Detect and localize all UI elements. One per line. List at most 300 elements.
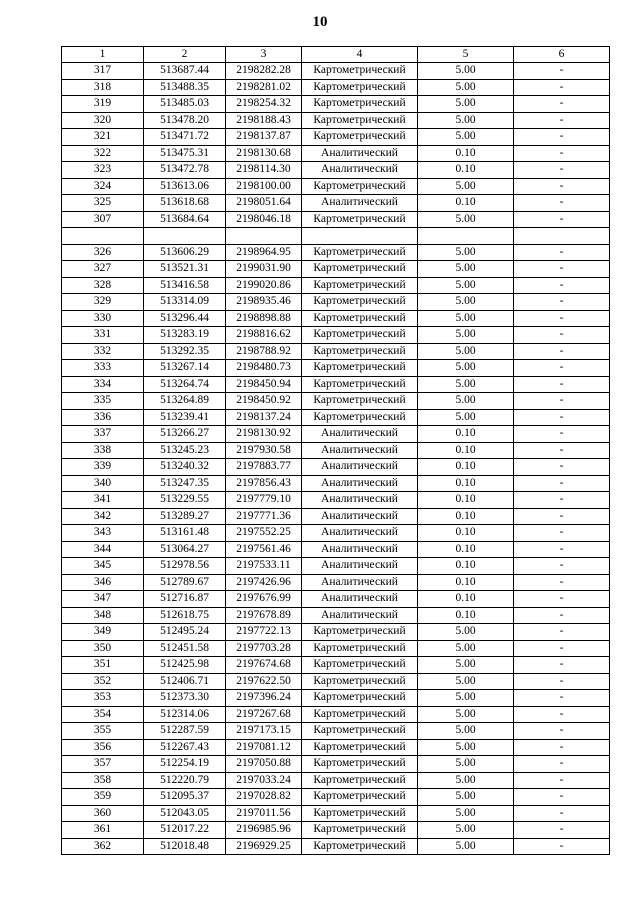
method-cell: Аналитический [302,574,418,591]
column-header: 5 [418,47,514,63]
point-number-cell: 339 [62,459,144,476]
point-number-cell: 360 [62,805,144,822]
x-coordinate-cell: 513687.44 [144,63,226,80]
table-row [62,195,610,212]
table-row [62,772,610,789]
y-coordinate-cell: 2197033.24 [226,772,302,789]
table-row [62,640,610,657]
table-header-row [62,47,610,63]
column-header: 6 [514,47,610,63]
y-coordinate-cell: 2197883.77 [226,459,302,476]
table-row [62,277,610,294]
note-cell: - [514,525,610,542]
y-coordinate-cell: 2198100.00 [226,178,302,195]
point-number-cell: 340 [62,475,144,492]
y-coordinate-cell [226,228,302,245]
point-number-cell: 353 [62,690,144,707]
x-coordinate-cell: 513684.64 [144,211,226,228]
method-cell: Картометрический [302,706,418,723]
y-coordinate-cell: 2198964.95 [226,244,302,261]
method-cell: Картометрический [302,756,418,773]
accuracy-cell: 5.00 [418,112,514,129]
x-coordinate-cell: 513264.89 [144,393,226,410]
method-cell: Аналитический [302,492,418,509]
x-coordinate-cell: 513245.23 [144,442,226,459]
method-cell: Картометрический [302,673,418,690]
point-number-cell: 326 [62,244,144,261]
y-coordinate-cell: 2197552.25 [226,525,302,542]
accuracy-cell: 5.00 [418,409,514,426]
x-coordinate-cell: 513267.14 [144,360,226,377]
note-cell: - [514,426,610,443]
x-coordinate-cell: 513618.68 [144,195,226,212]
point-number-cell: 354 [62,706,144,723]
note-cell: - [514,756,610,773]
x-coordinate-cell: 513292.35 [144,343,226,360]
note-cell [514,228,610,245]
note-cell: - [514,508,610,525]
accuracy-cell: 0.10 [418,442,514,459]
x-coordinate-cell: 512978.56 [144,558,226,575]
method-cell: Картометрический [302,261,418,278]
note-cell: - [514,822,610,839]
y-coordinate-cell: 2198188.43 [226,112,302,129]
point-number-cell: 331 [62,327,144,344]
accuracy-cell: 0.10 [418,541,514,558]
accuracy-cell: 5.00 [418,657,514,674]
y-coordinate-cell: 2198137.24 [226,409,302,426]
point-number-cell: 349 [62,624,144,641]
point-number-cell: 325 [62,195,144,212]
method-cell: Картометрический [302,178,418,195]
y-coordinate-cell: 2197396.24 [226,690,302,707]
table-row [62,145,610,162]
accuracy-cell: 5.00 [418,376,514,393]
table-row [62,376,610,393]
point-number-cell: 350 [62,640,144,657]
note-cell: - [514,459,610,476]
point-number-cell: 346 [62,574,144,591]
note-cell: - [514,327,610,344]
point-number-cell: 355 [62,723,144,740]
y-coordinate-cell: 2196985.96 [226,822,302,839]
accuracy-cell: 0.10 [418,475,514,492]
y-coordinate-cell: 2197771.36 [226,508,302,525]
accuracy-cell: 5.00 [418,706,514,723]
table-row [62,574,610,591]
method-cell: Картометрический [302,327,418,344]
table-row [62,706,610,723]
accuracy-cell: 5.00 [418,79,514,96]
accuracy-cell: 5.00 [418,261,514,278]
y-coordinate-cell: 2197081.12 [226,739,302,756]
x-coordinate-cell: 513266.27 [144,426,226,443]
point-number-cell: 333 [62,360,144,377]
note-cell: - [514,145,610,162]
accuracy-cell: 5.00 [418,244,514,261]
y-coordinate-cell: 2196929.25 [226,838,302,855]
method-cell: Аналитический [302,607,418,624]
y-coordinate-cell: 2197676.99 [226,591,302,608]
table-row [62,162,610,179]
x-coordinate-cell: 512254.19 [144,756,226,773]
accuracy-cell: 0.10 [418,426,514,443]
y-coordinate-cell: 2198051.64 [226,195,302,212]
x-coordinate-cell: 513485.03 [144,96,226,113]
point-number-cell: 342 [62,508,144,525]
y-coordinate-cell: 2198935.46 [226,294,302,311]
accuracy-cell: 5.00 [418,63,514,80]
method-cell: Картометрический [302,211,418,228]
note-cell: - [514,739,610,756]
y-coordinate-cell: 2198898.88 [226,310,302,327]
coordinates-table [61,46,610,855]
point-number-cell: 328 [62,277,144,294]
method-cell: Аналитический [302,541,418,558]
page-number: 10 [312,14,328,30]
note-cell: - [514,294,610,311]
accuracy-cell: 5.00 [418,822,514,839]
y-coordinate-cell: 2197561.46 [226,541,302,558]
y-coordinate-cell: 2197426.96 [226,574,302,591]
point-number-cell: 334 [62,376,144,393]
method-cell: Картометрический [302,79,418,96]
x-coordinate-cell: 512095.37 [144,789,226,806]
x-coordinate-cell: 513240.32 [144,459,226,476]
x-coordinate-cell: 512495.24 [144,624,226,641]
column-header: 1 [62,47,144,63]
method-cell: Картометрический [302,96,418,113]
point-number-cell: 352 [62,673,144,690]
note-cell: - [514,640,610,657]
note-cell: - [514,310,610,327]
method-cell: Аналитический [302,195,418,212]
point-number-cell: 351 [62,657,144,674]
table-row [62,228,610,245]
accuracy-cell: 0.10 [418,607,514,624]
note-cell: - [514,558,610,575]
x-coordinate-cell: 513478.20 [144,112,226,129]
accuracy-cell: 5.00 [418,772,514,789]
note-cell: - [514,244,610,261]
accuracy-cell: 5.00 [418,129,514,146]
point-number-cell: 345 [62,558,144,575]
note-cell: - [514,261,610,278]
y-coordinate-cell: 2198282.28 [226,63,302,80]
y-coordinate-cell: 2198480.73 [226,360,302,377]
table-row [62,426,610,443]
point-number-cell: 358 [62,772,144,789]
note-cell: - [514,277,610,294]
method-cell: Картометрический [302,129,418,146]
y-coordinate-cell: 2198450.94 [226,376,302,393]
method-cell: Аналитический [302,162,418,179]
y-coordinate-cell: 2199031.90 [226,261,302,278]
x-coordinate-cell: 512373.30 [144,690,226,707]
x-coordinate-cell: 513314.09 [144,294,226,311]
point-number-cell: 343 [62,525,144,542]
table-row [62,739,610,756]
point-number-cell: 361 [62,822,144,839]
method-cell: Аналитический [302,442,418,459]
accuracy-cell: 5.00 [418,640,514,657]
method-cell: Картометрический [302,739,418,756]
y-coordinate-cell: 2197173.15 [226,723,302,740]
y-coordinate-cell: 2198281.02 [226,79,302,96]
accuracy-cell: 5.00 [418,343,514,360]
method-cell: Картометрический [302,789,418,806]
method-cell: Картометрический [302,690,418,707]
y-coordinate-cell: 2197678.89 [226,607,302,624]
method-cell: Аналитический [302,558,418,575]
point-number-cell: 335 [62,393,144,410]
x-coordinate-cell: 512314.06 [144,706,226,723]
note-cell: - [514,673,610,690]
x-coordinate-cell: 512618.75 [144,607,226,624]
y-coordinate-cell: 2198816.62 [226,327,302,344]
x-coordinate-cell: 513264.74 [144,376,226,393]
x-coordinate-cell: 513613.06 [144,178,226,195]
accuracy-cell: 5.00 [418,310,514,327]
table-row [62,822,610,839]
accuracy-cell: 0.10 [418,195,514,212]
y-coordinate-cell: 2197028.82 [226,789,302,806]
x-coordinate-cell: 513161.48 [144,525,226,542]
method-cell: Картометрический [302,294,418,311]
point-number-cell: 319 [62,96,144,113]
method-cell: Картометрический [302,772,418,789]
table-row [62,442,610,459]
y-coordinate-cell: 2197622.50 [226,673,302,690]
note-cell: - [514,706,610,723]
accuracy-cell: 5.00 [418,789,514,806]
table-row [62,805,610,822]
point-number-cell: 322 [62,145,144,162]
x-coordinate-cell: 513416.58 [144,277,226,294]
table-row [62,211,610,228]
table-row [62,360,610,377]
x-coordinate-cell: 513283.19 [144,327,226,344]
note-cell: - [514,63,610,80]
table-row [62,79,610,96]
method-cell [302,228,418,245]
note-cell: - [514,591,610,608]
method-cell: Аналитический [302,525,418,542]
accuracy-cell: 0.10 [418,162,514,179]
x-coordinate-cell: 512406.71 [144,673,226,690]
y-coordinate-cell: 2198254.32 [226,96,302,113]
table-row [62,607,610,624]
accuracy-cell: 0.10 [418,525,514,542]
x-coordinate-cell: 512287.59 [144,723,226,740]
table-row [62,624,610,641]
method-cell: Картометрический [302,112,418,129]
point-number-cell: 317 [62,63,144,80]
method-cell: Аналитический [302,475,418,492]
method-cell: Картометрический [302,63,418,80]
table-row [62,475,610,492]
point-number-cell: 348 [62,607,144,624]
accuracy-cell: 5.00 [418,756,514,773]
x-coordinate-cell: 513471.72 [144,129,226,146]
note-cell: - [514,195,610,212]
column-header: 4 [302,47,418,63]
point-number-cell: 357 [62,756,144,773]
y-coordinate-cell: 2198788.92 [226,343,302,360]
point-number-cell: 330 [62,310,144,327]
method-cell: Картометрический [302,310,418,327]
y-coordinate-cell: 2197533.11 [226,558,302,575]
x-coordinate-cell [144,228,226,245]
table-row [62,838,610,855]
accuracy-cell: 5.00 [418,360,514,377]
note-cell: - [514,409,610,426]
method-cell: Картометрический [302,376,418,393]
accuracy-cell: 5.00 [418,805,514,822]
y-coordinate-cell: 2198137.87 [226,129,302,146]
point-number-cell: 336 [62,409,144,426]
table-row [62,63,610,80]
note-cell: - [514,624,610,641]
method-cell: Картометрический [302,343,418,360]
y-coordinate-cell: 2197050.88 [226,756,302,773]
y-coordinate-cell: 2197856.43 [226,475,302,492]
method-cell: Картометрический [302,409,418,426]
note-cell: - [514,723,610,740]
method-cell: Картометрический [302,624,418,641]
method-cell: Аналитический [302,459,418,476]
point-number-cell: 362 [62,838,144,855]
accuracy-cell: 5.00 [418,723,514,740]
accuracy-cell: 5.00 [418,96,514,113]
method-cell: Картометрический [302,277,418,294]
x-coordinate-cell: 512018.48 [144,838,226,855]
note-cell: - [514,690,610,707]
point-number-cell: 323 [62,162,144,179]
point-number-cell: 344 [62,541,144,558]
x-coordinate-cell: 512789.67 [144,574,226,591]
note-cell: - [514,574,610,591]
method-cell: Картометрический [302,360,418,377]
method-cell: Аналитический [302,426,418,443]
note-cell: - [514,96,610,113]
note-cell: - [514,541,610,558]
note-cell: - [514,178,610,195]
accuracy-cell: 0.10 [418,145,514,162]
note-cell: - [514,112,610,129]
table-row [62,508,610,525]
note-cell: - [514,343,610,360]
method-cell: Аналитический [302,591,418,608]
note-cell: - [514,162,610,179]
point-number-cell: 329 [62,294,144,311]
accuracy-cell: 5.00 [418,294,514,311]
accuracy-cell: 5.00 [418,327,514,344]
method-cell: Аналитический [302,508,418,525]
accuracy-cell: 5.00 [418,178,514,195]
method-cell: Картометрический [302,723,418,740]
method-cell: Картометрический [302,822,418,839]
note-cell: - [514,492,610,509]
y-coordinate-cell: 2197011.56 [226,805,302,822]
table-row [62,789,610,806]
note-cell: - [514,838,610,855]
accuracy-cell: 5.00 [418,838,514,855]
x-coordinate-cell: 512267.43 [144,739,226,756]
table-row [62,129,610,146]
y-coordinate-cell: 2198450.92 [226,393,302,410]
table-row [62,459,610,476]
x-coordinate-cell: 513064.27 [144,541,226,558]
table-body [62,63,610,855]
x-coordinate-cell: 513289.27 [144,508,226,525]
y-coordinate-cell: 2197703.28 [226,640,302,657]
accuracy-cell: 5.00 [418,690,514,707]
table-row [62,294,610,311]
point-number-cell: 327 [62,261,144,278]
table-row [62,244,610,261]
note-cell: - [514,657,610,674]
accuracy-cell: 0.10 [418,508,514,525]
x-coordinate-cell: 513488.35 [144,79,226,96]
table-row [62,673,610,690]
y-coordinate-cell: 2198130.68 [226,145,302,162]
point-number-cell: 318 [62,79,144,96]
point-number-cell [62,228,144,245]
accuracy-cell: 5.00 [418,624,514,641]
table-row [62,492,610,509]
accuracy-cell: 5.00 [418,211,514,228]
y-coordinate-cell: 2197267.68 [226,706,302,723]
x-coordinate-cell: 512017.22 [144,822,226,839]
method-cell: Картометрический [302,838,418,855]
x-coordinate-cell: 513247.35 [144,475,226,492]
x-coordinate-cell: 512220.79 [144,772,226,789]
point-number-cell: 337 [62,426,144,443]
accuracy-cell: 0.10 [418,591,514,608]
accuracy-cell: 5.00 [418,393,514,410]
table-row [62,591,610,608]
y-coordinate-cell: 2197722.13 [226,624,302,641]
table-row [62,558,610,575]
x-coordinate-cell: 513475.31 [144,145,226,162]
point-number-cell: 338 [62,442,144,459]
table-row [62,327,610,344]
note-cell: - [514,475,610,492]
accuracy-cell: 5.00 [418,673,514,690]
table-row [62,261,610,278]
table-row [62,657,610,674]
x-coordinate-cell: 513472.78 [144,162,226,179]
y-coordinate-cell: 2197779.10 [226,492,302,509]
method-cell: Картометрический [302,393,418,410]
x-coordinate-cell: 513296.44 [144,310,226,327]
table-row [62,112,610,129]
method-cell: Картометрический [302,244,418,261]
point-number-cell: 324 [62,178,144,195]
method-cell: Аналитический [302,145,418,162]
accuracy-cell: 5.00 [418,739,514,756]
accuracy-cell: 0.10 [418,459,514,476]
note-cell: - [514,607,610,624]
note-cell: - [514,772,610,789]
y-coordinate-cell: 2198130.92 [226,426,302,443]
note-cell: - [514,393,610,410]
table-row [62,393,610,410]
y-coordinate-cell: 2198046.18 [226,211,302,228]
table-row [62,310,610,327]
point-number-cell: 356 [62,739,144,756]
